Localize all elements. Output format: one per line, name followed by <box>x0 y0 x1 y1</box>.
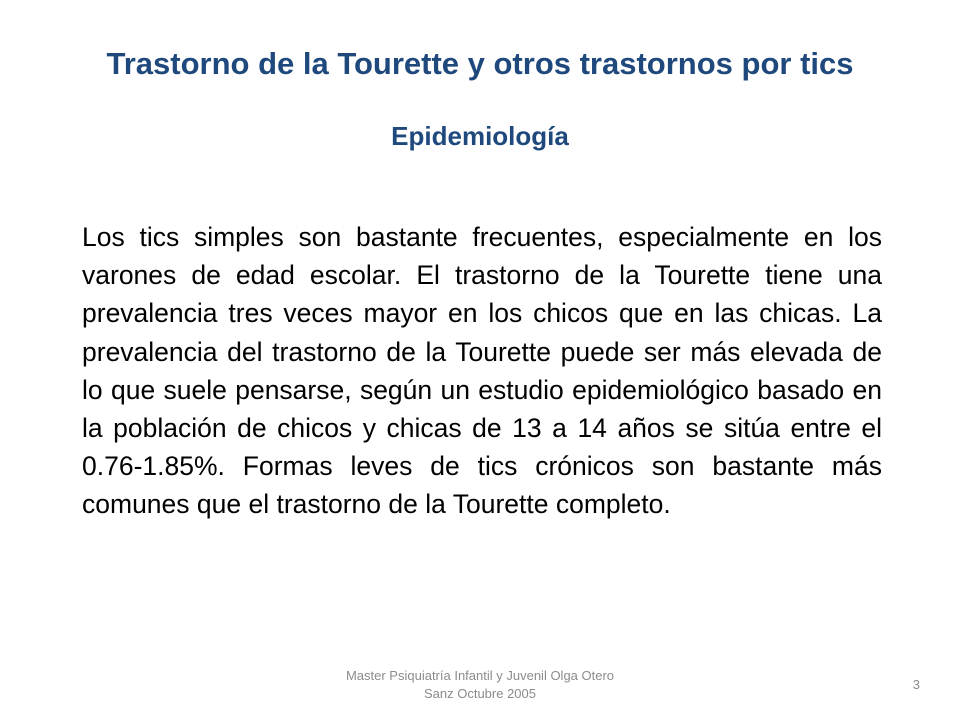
page-number: 3 <box>912 677 920 692</box>
slide-body-text: Los tics simples son bastante frecuentes, especialmente en los varones de edad escolar. El trastorno de la Tourette tiene una prevalencia tres veces mayor en los chicos que en las chicas. La prevalencia del trastorno de la Tourette puede ser más elevada de lo que suele pensarse, según un estudio epidemiológico basado en la población de chicos y chicas de 13 a 14 años se sitúa entre el 0.76-1.85%. Formas leves de tics crónicos son bastante más comunes que el trastorno de la Tourette completo. <box>82 222 882 520</box>
slide-subtitle: Epidemiología <box>391 121 569 151</box>
slide-title: Trastorno de la Tourette y otros trastornos por tics <box>106 46 854 81</box>
footer-text: Master Psiquiatría Infantil y Juvenil Olga Otero Sanz Octubre 2005 <box>345 668 615 701</box>
